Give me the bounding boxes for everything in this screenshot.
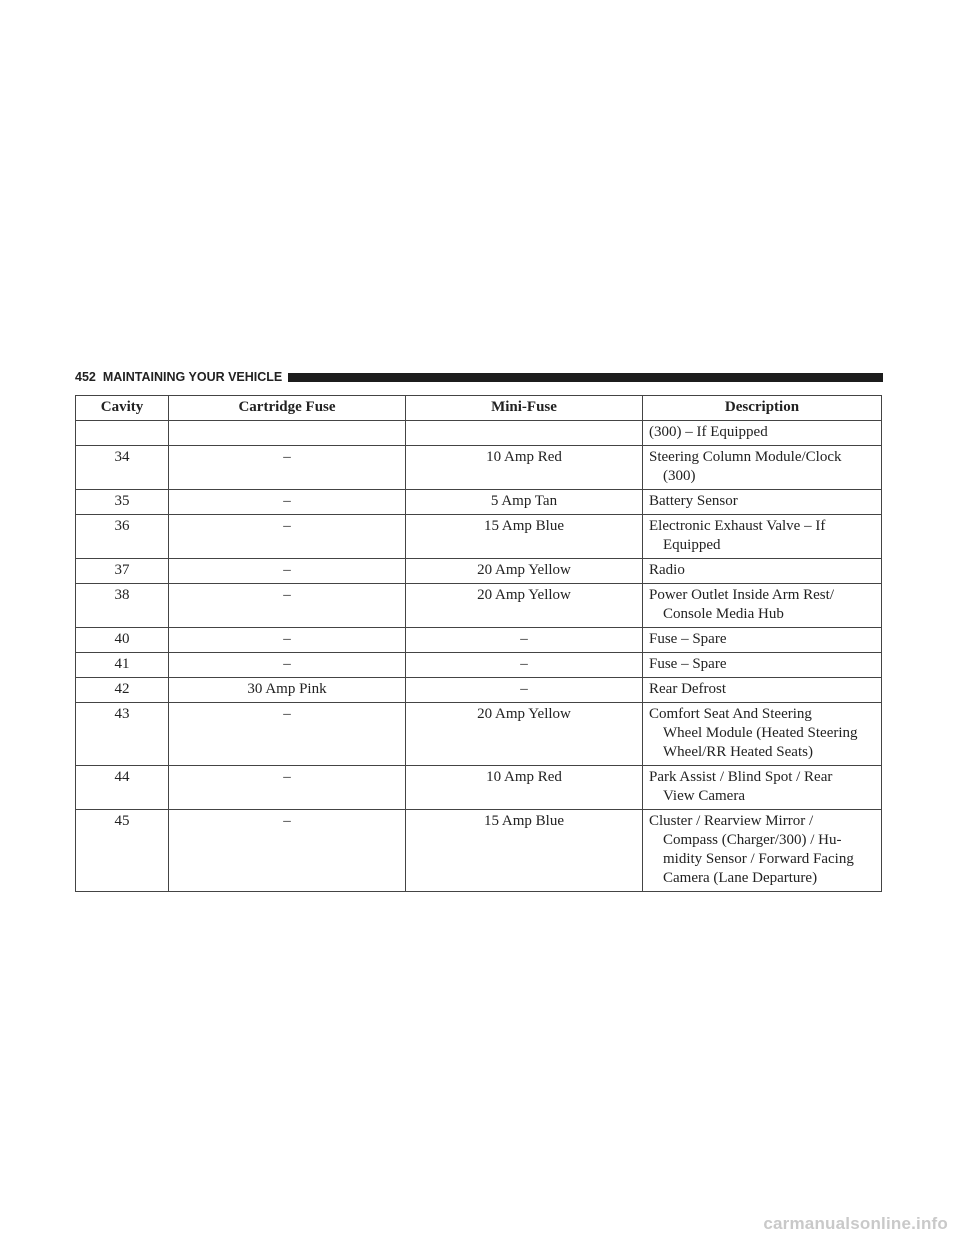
- cavity-cell: 44: [76, 766, 169, 810]
- table-row: [76, 628, 882, 653]
- watermark: carmanualsonline.info: [763, 1214, 948, 1233]
- column-header-cavity: Cavity: [76, 396, 169, 421]
- description-cell: [643, 515, 882, 559]
- mini-fuse-cell: –: [406, 628, 643, 653]
- mini-fuse-cell: 10 Amp Red: [406, 446, 643, 490]
- cavity-cell: 36: [76, 515, 169, 559]
- description-line: Comfort Seat And Steering: [649, 706, 812, 722]
- cavity-cell: 37: [76, 559, 169, 584]
- description-line: (300) – If Equipped: [649, 424, 768, 440]
- column-header-cartridge-fuse: Cartridge Fuse: [169, 396, 406, 421]
- cavity-cell: 45: [76, 810, 169, 892]
- section-title: MAINTAINING YOUR VEHICLE: [102, 370, 283, 384]
- table-row: [76, 766, 882, 810]
- table-row: [76, 490, 882, 515]
- description-cell: [643, 810, 882, 892]
- description-line: Compass (Charger/300) / Hu-: [663, 832, 842, 848]
- description-line: (300): [663, 468, 696, 484]
- header-rule: [288, 373, 883, 382]
- cartridge-fuse-cell: –: [169, 446, 406, 490]
- description-line: Power Outlet Inside Arm Rest/: [649, 587, 834, 603]
- description-cell: [643, 490, 882, 515]
- cavity-cell: 34: [76, 446, 169, 490]
- description-line: Fuse – Spare: [649, 656, 727, 672]
- mini-fuse-cell: 10 Amp Red: [406, 766, 643, 810]
- table-row: [76, 515, 882, 559]
- description-cell: [643, 766, 882, 810]
- column-header-mini-fuse: Mini-Fuse: [406, 396, 643, 421]
- cartridge-fuse-cell: –: [169, 490, 406, 515]
- mini-fuse-cell: 15 Amp Blue: [406, 810, 643, 892]
- description-cell: [643, 678, 882, 703]
- description-cell: [643, 559, 882, 584]
- description-line: Wheel/RR Heated Seats): [663, 744, 813, 760]
- cartridge-fuse-cell: 30 Amp Pink: [169, 678, 406, 703]
- cavity-cell: 35: [76, 490, 169, 515]
- cartridge-fuse-cell: –: [169, 766, 406, 810]
- description-cell: [643, 628, 882, 653]
- table-row: [76, 678, 882, 703]
- mini-fuse-cell: –: [406, 653, 643, 678]
- description-line: Steering Column Module/Clock: [649, 449, 842, 465]
- page-number: 452: [75, 370, 96, 384]
- mini-fuse-cell: 15 Amp Blue: [406, 515, 643, 559]
- description-line: Cluster / Rearview Mirror /: [649, 813, 814, 829]
- mini-fuse-cell: [406, 421, 643, 446]
- mini-fuse-cell: 20 Amp Yellow: [406, 559, 643, 584]
- description-cell: [643, 703, 882, 766]
- mini-fuse-cell: –: [406, 678, 643, 703]
- cartridge-fuse-cell: –: [169, 653, 406, 678]
- mini-fuse-cell: 5 Amp Tan: [406, 490, 643, 515]
- table-header-row: [76, 396, 882, 421]
- description-line: Equipped: [663, 537, 721, 553]
- cartridge-fuse-cell: –: [169, 628, 406, 653]
- description-line: Electronic Exhaust Valve – If: [649, 518, 826, 534]
- table-row: [76, 653, 882, 678]
- cartridge-fuse-cell: –: [169, 584, 406, 628]
- description-cell: [643, 653, 882, 678]
- description-cell: [643, 446, 882, 490]
- description-line: Console Media Hub: [663, 606, 784, 622]
- cavity-cell: [76, 421, 169, 446]
- mini-fuse-cell: 20 Amp Yellow: [406, 584, 643, 628]
- cartridge-fuse-cell: –: [169, 559, 406, 584]
- table-row: [76, 584, 882, 628]
- description-line: Fuse – Spare: [649, 631, 727, 647]
- description-line: Park Assist / Blind Spot / Rear: [649, 769, 833, 785]
- cavity-cell: 43: [76, 703, 169, 766]
- mini-fuse-cell: 20 Amp Yellow: [406, 703, 643, 766]
- cavity-cell: 40: [76, 628, 169, 653]
- description-line: Camera (Lane Departure): [663, 870, 818, 886]
- description-line: Radio: [649, 562, 685, 578]
- description-line: View Camera: [663, 788, 745, 804]
- table-row: [76, 446, 882, 490]
- cartridge-fuse-cell: –: [169, 703, 406, 766]
- description-line: midity Sensor / Forward Facing: [663, 851, 854, 867]
- table-row: [76, 559, 882, 584]
- cavity-cell: 42: [76, 678, 169, 703]
- description-line: Battery Sensor: [649, 493, 738, 509]
- cartridge-fuse-cell: [169, 421, 406, 446]
- page-header: [75, 369, 883, 385]
- table-row: [76, 421, 882, 446]
- table-body: [76, 421, 882, 892]
- description-line: Rear Defrost: [649, 681, 727, 697]
- cartridge-fuse-cell: –: [169, 515, 406, 559]
- column-header-description: Description: [643, 396, 882, 421]
- description-cell: [643, 584, 882, 628]
- description-cell: [643, 421, 882, 446]
- cavity-cell: 38: [76, 584, 169, 628]
- description-line: Wheel Module (Heated Steering: [663, 725, 858, 741]
- table-row: [76, 703, 882, 766]
- cartridge-fuse-cell: –: [169, 810, 406, 892]
- fuse-table: [75, 395, 882, 892]
- table-row: [76, 810, 882, 892]
- cavity-cell: 41: [76, 653, 169, 678]
